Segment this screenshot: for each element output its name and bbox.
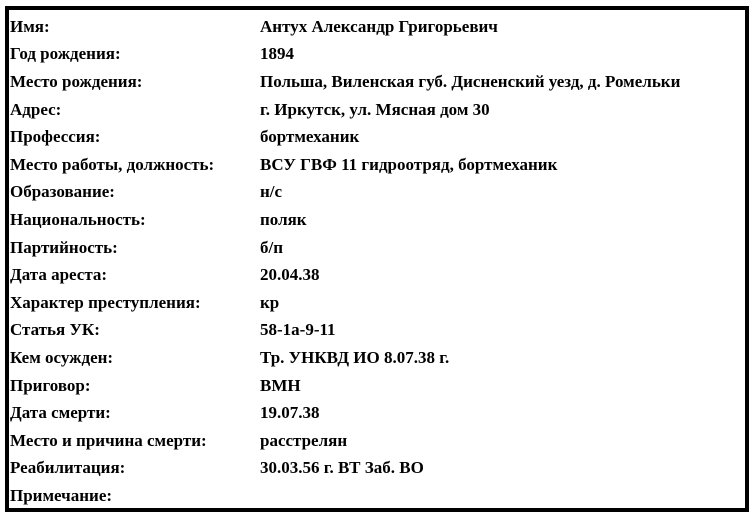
death-date-label: Дата смерти: (10, 403, 111, 423)
record-row-convicted-by (10, 344, 745, 372)
person-record-card (5, 6, 749, 512)
record-row-workplace (10, 151, 745, 179)
birth-year-label: Год рождения: (10, 44, 121, 64)
record-row-note (10, 482, 745, 510)
sentence-label: Приговор: (10, 375, 91, 395)
record-row-birthplace (10, 68, 745, 96)
workplace-value: ВСУ ГВФ 11 гидроотряд, бортмеханик (260, 154, 558, 174)
note-label: Примечание: (10, 485, 113, 505)
death-date-value: 19.07.38 (260, 403, 320, 423)
convicted-by-label: Кем осужден: (10, 347, 114, 367)
record-table (10, 13, 745, 510)
arrest-date-value: 20.04.38 (260, 265, 320, 285)
arrest-date-label: Дата ареста: (10, 265, 108, 285)
profession-label: Профессия: (10, 127, 101, 147)
record-row-death-date (10, 399, 745, 427)
death-cause-label: Место и причина смерти: (10, 430, 207, 450)
address-label: Адрес: (10, 99, 62, 119)
article-label: Статья УК: (10, 320, 100, 340)
record-row-profession (10, 123, 745, 151)
party-value: б/п (260, 237, 284, 257)
death-cause-value: расстрелян (260, 430, 348, 450)
birthplace-value: Польша, Виленская губ. Дисненский уезд, д. Ромельки (260, 71, 681, 91)
article-value: 58-1а-9-11 (260, 320, 336, 340)
education-label: Образование: (10, 182, 115, 202)
record-row-education (10, 179, 745, 207)
note-value (260, 482, 745, 510)
record-row-rehabilitation (10, 455, 745, 483)
convicted-by-value: Тр. УНКВД ИО 8.07.38 г. (260, 347, 450, 367)
crime-type-label: Характер преступления: (10, 292, 201, 312)
crime-type-value: кр (260, 292, 280, 312)
record-row-sentence (10, 372, 745, 400)
rehabilitation-value: 30.03.56 г. ВТ Заб. ВО (260, 458, 424, 478)
record-row-crime-type (10, 289, 745, 317)
education-value: н/с (260, 182, 283, 202)
name-label: Имя: (10, 16, 50, 36)
rehabilitation-label: Реабилитация: (10, 458, 126, 478)
record-row-name (10, 13, 745, 41)
birthplace-label: Место рождения: (10, 71, 143, 91)
record-row-birth-year (10, 41, 745, 69)
sentence-value: ВМН (260, 375, 301, 395)
nationality-value: поляк (260, 209, 307, 229)
workplace-label: Место работы, должность: (10, 154, 215, 174)
record-row-death-cause (10, 427, 745, 455)
record-row-party (10, 234, 745, 262)
profession-value: бортмеханик (260, 127, 360, 147)
birth-year-value: 1894 (260, 44, 294, 64)
record-row-nationality (10, 206, 745, 234)
party-label: Партийность: (10, 237, 118, 257)
record-row-arrest-date (10, 261, 745, 289)
name-value: Антух Александр Григорьевич (260, 16, 498, 36)
record-row-article (10, 317, 745, 345)
address-value: г. Иркутск, ул. Мясная дом 30 (260, 99, 490, 119)
nationality-label: Национальность: (10, 209, 146, 229)
record-row-address (10, 96, 745, 124)
